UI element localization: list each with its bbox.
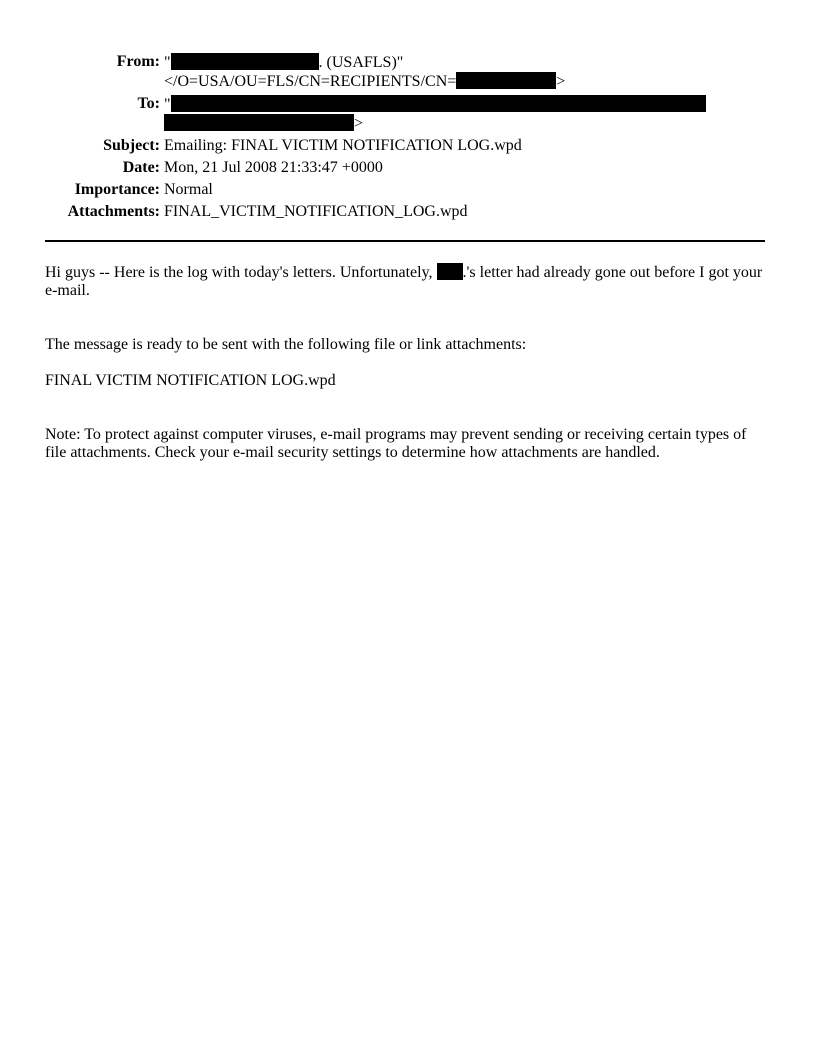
subject-row — [45, 137, 764, 155]
from-address-prefix: </O=USA/OU=FLS/CN=RECIPIENTS/CN= — [164, 73, 457, 90]
message-paragraph-greeting — [45, 263, 765, 300]
from-name-suffix: . (USAFLS)" — [318, 54, 404, 71]
message-paragraph-attachment — [45, 372, 765, 390]
to-value — [164, 95, 764, 133]
attachments-row — [45, 203, 764, 221]
importance-row — [45, 181, 764, 199]
to-label: To: — [137, 95, 160, 112]
greeting-name-redaction — [437, 263, 463, 280]
to-suffix: > — [354, 115, 364, 132]
to-quote: " — [164, 96, 171, 113]
from-name-redaction — [171, 53, 319, 70]
note-text: Note: To protect against computer viruses, e-mail programs may prevent sending or receiving certain types of file attachments. Check your e-mail security settings to determine how attachments are handled. — [45, 426, 747, 461]
date-value: Mon, 21 Jul 2008 21:33:47 +0000 — [164, 159, 383, 176]
to-name-redaction — [171, 95, 706, 112]
date-label: Date: — [122, 159, 160, 176]
from-value — [164, 53, 764, 91]
from-address-redaction — [456, 72, 556, 89]
to-row — [45, 95, 764, 133]
from-quote: " — [164, 54, 171, 71]
ready-text: The message is ready to be sent with the following file or link attachments: — [45, 336, 527, 353]
message-paragraph-ready — [45, 336, 765, 354]
from-label: From: — [116, 53, 160, 70]
subject-value: Emailing: FINAL VICTIM NOTIFICATION LOG.wpd — [164, 137, 522, 154]
from-address-suffix: > — [556, 73, 566, 90]
importance-value: Normal — [164, 181, 213, 198]
subject-label: Subject: — [103, 137, 160, 154]
email-header — [45, 53, 764, 225]
attachments-value: FINAL_VICTIM_NOTIFICATION_LOG.wpd — [164, 203, 468, 220]
attachments-label: Attachments: — [67, 203, 160, 220]
from-row — [45, 53, 764, 91]
attachment-filename: FINAL VICTIM NOTIFICATION LOG.wpd — [45, 372, 336, 389]
date-row — [45, 159, 764, 177]
greeting-text-after: .'s letter had already gone out before I got your e-mail. — [45, 264, 763, 299]
header-divider — [45, 240, 765, 242]
message-paragraph-note — [45, 426, 765, 462]
to-address-redaction — [164, 114, 354, 131]
importance-label: Importance: — [74, 181, 160, 198]
greeting-text-before: Hi guys -- Here is the log with today's letters. Unfortunately, — [45, 264, 437, 281]
